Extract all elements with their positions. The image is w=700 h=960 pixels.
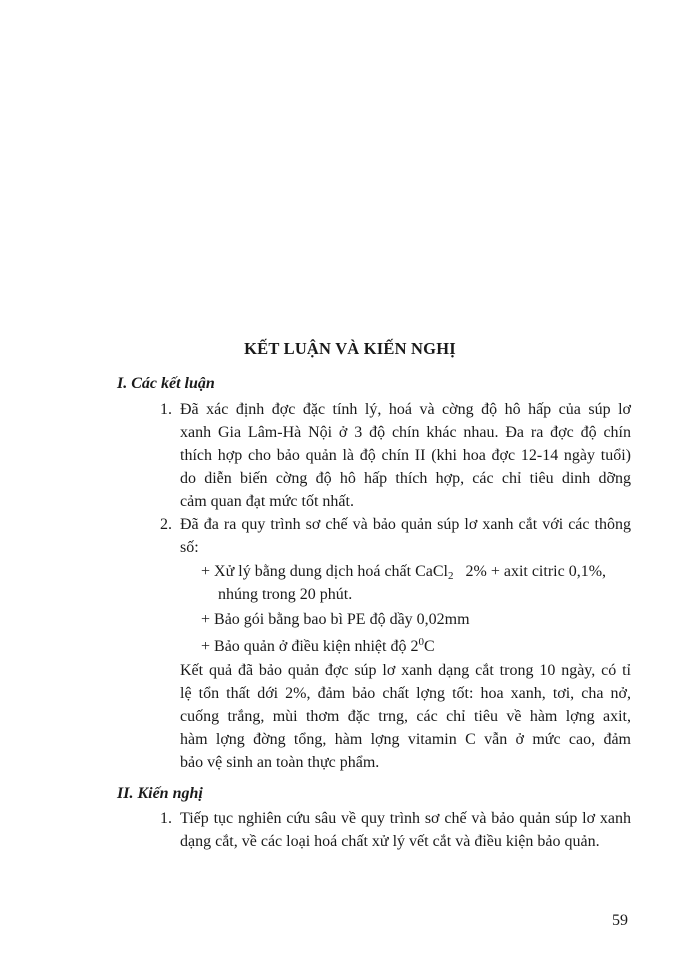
paragraph-line: lệ tổn thất dới 2%, đảm bảo chất lợng tốt: hoa xanh, tơi, cha nở, [180, 685, 631, 702]
paragraph-line: Tiếp tục nghiên cứu sâu về quy trình sơ chế và bảo quản súp lơ xanh [180, 810, 631, 827]
bullet-storage-temperature: + Bảo quản ở điều kiện nhiệt độ $2^0C$ [201, 636, 435, 655]
paragraph-line: cảm quan đạt mức tốt nhất. [180, 493, 354, 510]
list-number: 1. [160, 810, 172, 827]
paragraph-line: xanh Gia Lâm-Hà Nội ở 3 độ chín khác nhau. Đa ra đợc độ chín [180, 424, 631, 441]
paragraph-line: số: [180, 539, 199, 556]
list-number: 2. [160, 516, 172, 533]
paragraph-line: Kết quả đã bảo quản đợc súp lơ xanh dạng cắt trong 10 ngày, có tỉ [180, 662, 631, 679]
paragraph-line: hàm lợng đờng tổng, hàm lợng vitamin C vẫn ở mức cao, đảm [180, 731, 631, 748]
paragraph-line: dạng cắt, về các loại hoá chất xử lý vết cắt và điều kiện bảo quản. [180, 833, 600, 850]
bullet-packaging: + Bảo gói bằng bao bì PE độ dầy 0,02mm [201, 611, 470, 628]
list-number: 1. [160, 401, 172, 418]
paragraph-line: cuống trắng, mùi thơm đặc trng, các chỉ tiêu về hàm lợng axit, [180, 708, 631, 725]
page-number: 59 [612, 912, 628, 929]
paragraph-line: do diễn biến cờng độ hô hấp thích hợp, các chỉ tiêu dinh dỡng [180, 470, 631, 487]
section-heading-recommendations: II. Kiến nghị [117, 785, 203, 802]
paragraph-line: Đã đa ra quy trình sơ chế và bảo quản súp lơ xanh cắt với các thông [180, 516, 631, 533]
paragraph-line: thích hợp cho bảo quản là độ chín II (khi hoa đợc 12-14 ngày tuổi) [180, 447, 631, 464]
paragraph-line: Đã xác định đợc đặc tính lý, hoá và cờng độ hô hấp của súp lơ [180, 401, 631, 418]
section-heading-conclusions: I. Các kết luận [117, 375, 215, 392]
page-title: KẾT LUẬN VÀ KIẾN NGHỊ [244, 339, 456, 358]
bullet-continuation: nhúng trong 20 phút. [218, 586, 353, 603]
paragraph-line: bảo vệ sinh an toàn thực phẩm. [180, 754, 380, 771]
bullet-chemical-treatment: + Xử lý bằng dung dịch hoá chất CaCl$_2$ 2% + axit citric 0,1%, [201, 563, 607, 582]
